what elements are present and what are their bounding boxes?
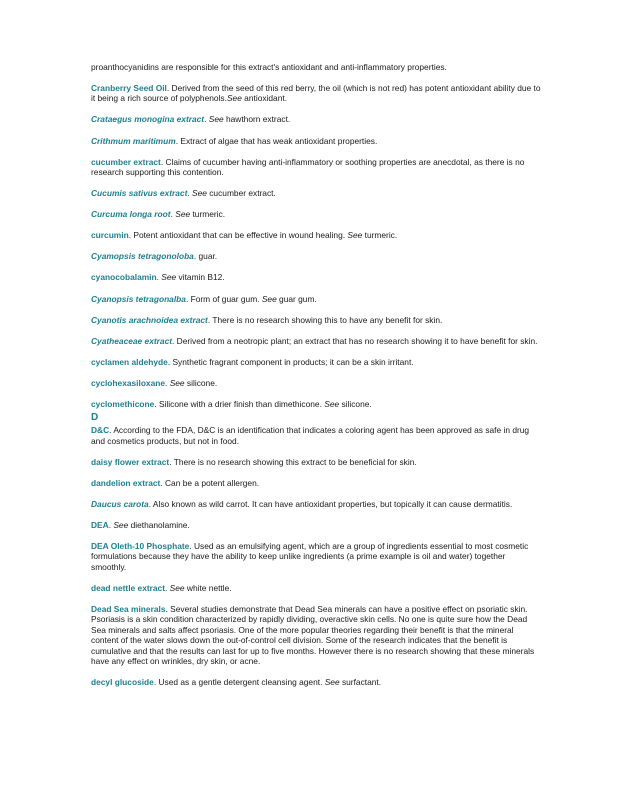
glossary-entry [91,520,541,530]
entry-term: Curcuma longa root [91,209,171,220]
entry-cross-reference: turmeric. [190,209,226,220]
entry-term: Dead Sea minerals [91,604,166,614]
entry-see-label: See [208,114,224,125]
glossary-entry [91,294,541,304]
entry-term: cyclomethicone [91,399,155,410]
glossary-entry [91,336,541,346]
entry-cross-reference: cucumber extract. [206,188,276,199]
entry-cross-reference: vitamin B12. [176,272,225,283]
entry-term: DEA Oleth-10 Phosphate [91,541,190,551]
glossary-entry [91,230,541,240]
entry-definition: . [165,377,170,388]
entry-term: cyanocobalamin [91,272,157,283]
glossary-entry [91,136,541,146]
entry-term: cyclohexasiloxane [91,377,166,388]
entry-see-label: See [261,293,277,304]
glossary-entry [91,499,541,509]
glossary-entry [91,114,541,124]
entry-term: curcumin [91,230,129,241]
entry-term: Cyamopsis tetragonoloba [91,251,194,262]
entry-definition: . [204,114,209,125]
entry-see-label: See [324,399,340,410]
entry-cross-reference: guar gum. [276,293,317,304]
entry-see-label: See [324,677,340,688]
entries-d-list [91,425,541,687]
entry-see-label: See [169,582,185,593]
entry-definition: . [187,188,193,199]
entry-definition: . Silicone with a drier finish than dimethicone. [154,399,325,410]
entry-definition: . There is no research showing this to have any benefit for skin. [207,314,443,325]
glossary-column [91,62,541,698]
entry-definition: . Form of guar gum. [185,293,262,304]
entry-definition: . Derived from a neotropic plant; an extract that has no research showing it to have benefit for skin. [172,335,538,346]
section-letter: D [91,412,99,424]
glossary-entry [91,188,541,198]
entry-definition: . [165,582,170,593]
entry-term: Cyanotis arachnoidea extract [91,314,208,325]
entry-term: Cucumis sativus extract [91,188,188,199]
entry-term: DEA [91,519,109,530]
entry-term: dead nettle extract [91,582,166,593]
glossary-entry [91,457,541,467]
entry-definition: . Several studies demonstrate that Dead Sea minerals can have a positive effect on psoriatic skin. Psoriasis is a skin condition characterized by rapidly dividing, overactive skin cells. No one is quite sure how the Dead Sea minerals and salts affect psoriasis. One of the more popular theories regarding their benefit is that the mineral content of the water slows down the out-of-control cell division. Some of the research indicates that the benefit is cumulative and that the results can last for up to five months. However there is no research showing that these minerals have any effect on wrinkles, dry skin, or acne. [91,604,535,667]
entry-cross-reference: turmeric. [362,230,398,241]
entry-term: D&C [91,425,110,436]
glossary-entry [91,157,541,178]
entry-term: Crataegus monogina extract [91,114,205,125]
glossary-entry [91,83,541,104]
glossary-entry [91,272,541,282]
entry-see-label: See [169,377,185,388]
entry-term: Crithmum maritimum [91,135,176,146]
entry-cross-reference: surfactant. [339,677,382,688]
entry-definition: . Derived from the seed of this red berry, the oil (which is not red) has potent antioxidant ability due to it being a rich source of polyphenols. [91,82,541,104]
entry-definition: . Extract of algae that has weak antioxidant properties. [175,135,378,146]
entry-term: cucumber extract [91,156,161,167]
entry-definition: . Used as an emulsifying agent, which are a group of ingredients essential to most cosmetic formulations because they have the ability to keep unlike ingredients (a prime example is oil and water) together smoothly. [91,541,529,572]
entry-definition: . Also known as wild carrot. It can have antioxidant properties, but topically it can cause dermatitis. [148,498,513,509]
glossary-entry [91,357,541,367]
entry-term: daisy flower extract [91,456,170,467]
entry-cross-reference: white nettle. [184,582,232,593]
glossary-entry [91,677,541,687]
entry-term: cyclamen aldehyde [91,356,168,367]
entry-see-label: See [161,272,177,283]
entry-definition: . According to the FDA, D&C is an identification that indicates a coloring agent has been approved as safe in drug and cosmetics products, but not in food. [91,425,530,446]
entry-definition: . There is no research showing this extract to be beneficial for skin. [169,456,417,467]
glossary-entry [91,209,541,219]
entry-definition: . [156,272,162,283]
entries-c-list [91,83,541,410]
entry-see-label: See [175,209,191,220]
entry-term: Cyanopsis tetragonalba [91,293,186,304]
entry-cross-reference: diethanolamine. [128,519,190,530]
glossary-entry [91,399,541,409]
glossary-entry [91,541,541,572]
entry-cross-reference: hawthorn extract. [223,114,291,125]
lead-paragraph: proanthocyanidins are responsible for this extract's antioxidant and anti-inflammatory properties. [91,62,447,72]
entry-definition: . Can be a potent allergen. [160,477,260,488]
entry-see-label: See [192,188,207,199]
entry-cross-reference: antioxidant. [241,93,288,104]
entry-cross-reference: silicone. [339,399,372,410]
entry-see-label: See [226,93,242,104]
entry-term: Cranberry Seed Oil [91,82,167,93]
entry-see-label: See [347,230,363,241]
entry-definition: . Synthetic fragrant component in products; it can be a skin irritant. [167,356,414,367]
entry-definition: . Claims of cucumber having anti-inflammatory or soothing properties are anecdotal, as there is no research supporting this contention. [91,156,525,177]
entry-definition: . Potent antioxidant that can be effective in wound healing. [128,230,348,241]
glossary-entry [91,315,541,325]
glossary-entry [91,604,541,666]
glossary-entry [91,425,541,446]
entry-definition: . guar. [193,251,218,262]
entry-term: decyl glucoside [91,677,154,688]
glossary-entry [91,378,541,388]
glossary-entry [91,583,541,593]
entry-term: dandelion extract [91,477,161,488]
entry-term: Cyatheaceae extract [91,335,173,346]
entry-definition: . [170,209,176,220]
entry-definition: . Used as a gentle detergent cleansing agent. [153,677,325,688]
entry-definition: . [108,519,114,530]
glossary-entry [91,251,541,261]
entry-term: Daucus carota [91,498,149,509]
entry-see-label: See [113,519,129,530]
glossary-entry [91,478,541,488]
entry-cross-reference: silicone. [184,377,218,388]
